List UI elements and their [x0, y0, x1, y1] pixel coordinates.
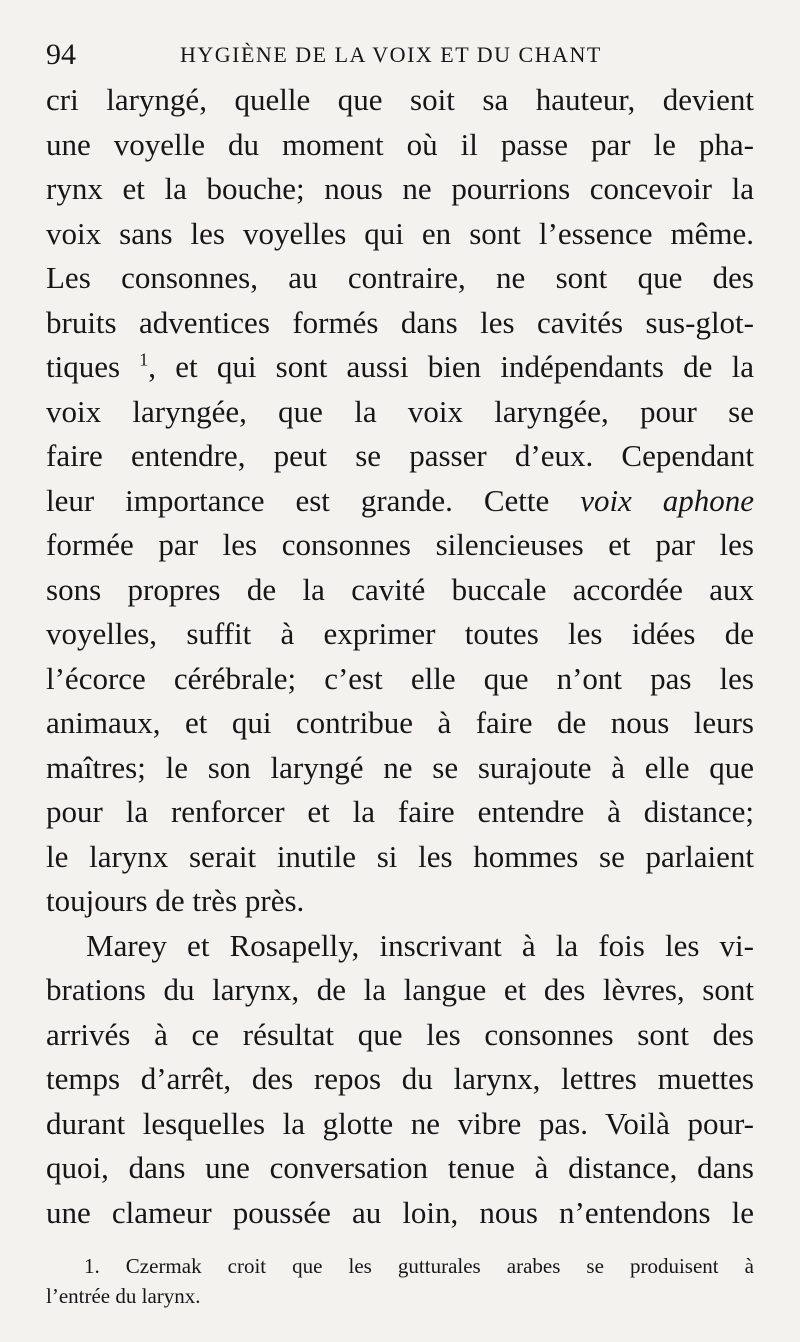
text-line: animaux, et qui contribue à faire de nous leurs — [46, 705, 754, 740]
text-line: voix laryngée, que la voix laryngée, pour se — [46, 393, 754, 429]
text-line — [46, 479, 754, 524]
text-line — [46, 345, 754, 390]
footnote-reference: 1 — [139, 349, 149, 370]
text-line: le larynx serait inutile si les hommes se parlaient — [46, 838, 754, 874]
text-line: une clameur poussée au loin, nous n’entendons le — [46, 1194, 754, 1230]
running-title: HYGIÈNE DE LA VOIX ET DU CHANT — [180, 42, 602, 67]
text-fragment: , et qui sont aussi bien indépendants de la — [148, 349, 754, 384]
text-line: maîtres; le son laryngé ne se surajoute à elle que — [46, 749, 754, 785]
text-line: bruits adventices formés dans les cavités sus-glot- — [46, 304, 754, 340]
text-line: durant lesquelles la glotte ne vibre pas. Voilà pour- — [46, 1105, 754, 1141]
text-line: l’écorce cérébrale; c’est elle que n’ont pas les — [46, 660, 754, 696]
paragraph — [46, 78, 754, 924]
text-line: toujours de très près. — [46, 883, 305, 918]
text-line: formée par les consonnes silencieuses et par les — [46, 527, 754, 562]
text-line: Les consonnes, au contraire, ne sont que des — [46, 260, 754, 295]
text-line: Marey et Rosapelly, inscrivant à la fois les vi- — [86, 927, 754, 963]
text-line: temps d’arrêt, des repos du larynx, lettres muettes — [46, 1061, 754, 1096]
text-fragment: tiques — [46, 349, 121, 384]
text-line: pour la renforcer et la faire entendre à distance; — [46, 794, 754, 829]
text-line: rynx et la bouche; nous ne pourrions concevoir la — [46, 171, 754, 206]
paragraph — [46, 924, 754, 1236]
body-text — [46, 78, 754, 1235]
text-line: arrivés à ce résultat que les consonnes sont des — [46, 1016, 754, 1052]
text-line: voyelles, suffit à exprimer toutes les idées de — [46, 616, 754, 651]
text-fragment: leur importance est grande. Cette — [46, 482, 550, 518]
italic-phrase: voix aphone — [580, 482, 754, 518]
text-line: une voyelle du moment où il passe par le pha- — [46, 126, 754, 162]
text-line: sons propres de la cavité buccale accordée aux — [46, 571, 754, 607]
footnote — [46, 1251, 754, 1311]
running-head — [46, 34, 754, 78]
page-number: 94 — [46, 38, 76, 71]
footnote-line: 1. Czermak croit que les gutturales arabes se produisent à — [84, 1254, 754, 1278]
text-line: cri laryngé, quelle que soit sa hauteur, devient — [46, 82, 754, 117]
text-line: faire entendre, peut se passer d’eux. Cependant — [46, 438, 754, 473]
footnote-line: l’entrée du larynx. — [46, 1284, 201, 1308]
text-line: quoi, dans une conversation tenue à distance, dans — [46, 1150, 754, 1185]
text-line: voix sans les voyelles qui en sont l’essence même. — [46, 215, 754, 251]
text-line: brations du larynx, de la langue et des lèvres, sont — [46, 972, 754, 1007]
